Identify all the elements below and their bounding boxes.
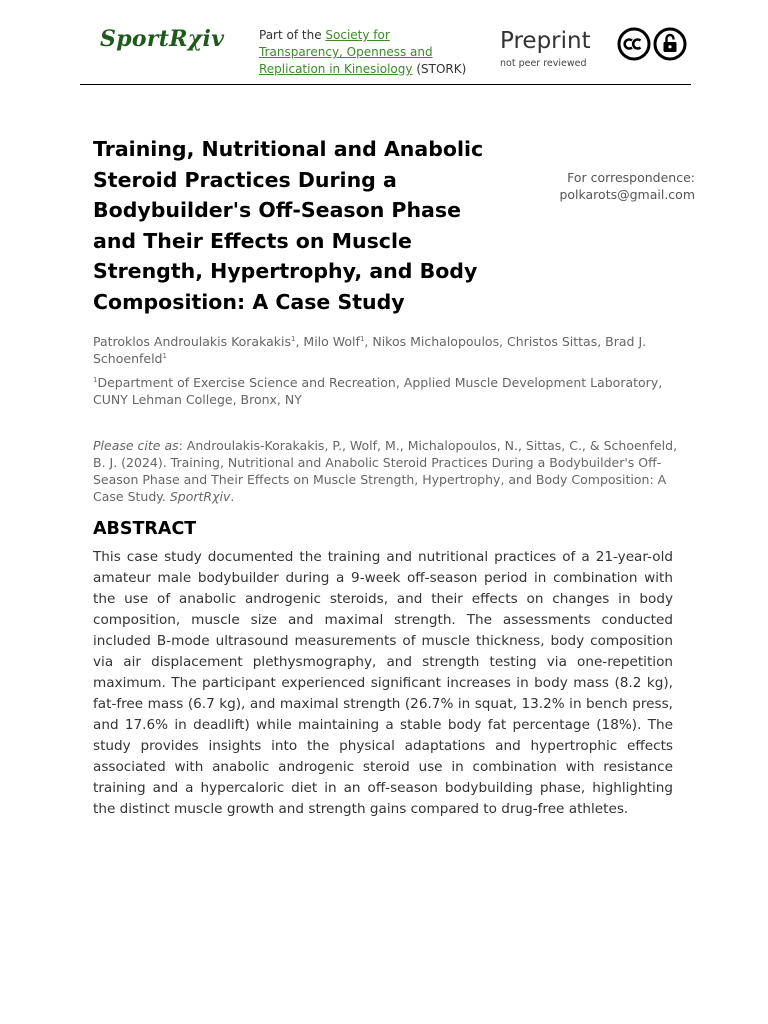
author-affil-marker: 1 — [291, 334, 296, 343]
cite-label: Please cite as — [93, 438, 179, 453]
paper-title: Training, Nutritional and Anabolic Steroid Practices During a Bodybuilder's Off-Season Phase and Their Effects on Muscle Strength, Hypertrophy, and Body Composition: A Case Study — [93, 137, 484, 314]
preprint-label: Preprint — [500, 28, 591, 54]
part-of-label: Part of the — [259, 28, 326, 42]
author-name: Patroklos Androulakis Korakakis — [93, 334, 291, 349]
author-separator: , — [295, 334, 304, 349]
cite-end: . — [230, 489, 235, 504]
affiliation-text: Department of Exercise Science and Recreation, Applied Muscle Development Laboratory, CUNY Lehman College, Bronx, NY — [93, 375, 663, 407]
correspondence-email[interactable]: polkarots@gmail.com — [559, 187, 695, 202]
abstract-heading: ABSTRACT — [93, 519, 197, 539]
society-link[interactable]: Society for Transparency, Openness and Replication in Kinesiology — [259, 28, 433, 76]
author-name: Nikos Michalopoulos, Christos Sittas, Brad J. Schoenfeld — [93, 334, 647, 366]
stork-affiliation — [259, 27, 474, 78]
open-access-icon[interactable] — [653, 27, 687, 61]
author-separator: , — [364, 334, 373, 349]
sportrxiv-logo[interactable]: SportRχiv — [100, 26, 225, 52]
author-affil-marker: 1 — [162, 351, 167, 360]
cc-icon[interactable] — [617, 27, 651, 61]
affiliation — [93, 374, 678, 408]
header-divider — [80, 84, 691, 85]
citation — [93, 437, 683, 505]
affiliation-marker: 1 — [93, 375, 98, 384]
cite-journal: SportRχiv — [169, 489, 231, 504]
cite-text: : Androulakis-Korakakis, P., Wolf, M., Michalopoulos, N., Sittas, C., & Schoenfeld, B. J. (2024). Training, Nutritional and Anabolic Steroid Practices During a Bodybuilder's Off-Season Phase and Their Effects on Muscle Strength, Hypertrophy, and Body Composition: A Case Study. — [93, 438, 678, 504]
correspondence — [559, 169, 695, 203]
society-abbr: (STORK) — [412, 62, 467, 76]
author-name: Milo Wolf — [303, 334, 360, 349]
correspondence-label: For correspondence: — [567, 170, 695, 185]
author-affil-marker: 1 — [359, 334, 365, 343]
author-list — [93, 333, 678, 367]
peer-review-status: not peer reviewed — [500, 58, 587, 69]
abstract-text: This case study documented the training and nutritional practices of a 21-year-old amateur male bodybuilder during a 9-week off-season period in combination with the use of anabolic androgenic steroids, and their effects on changes in body composition, muscle size and maximal strength. The assessments conducted included B-mode ultrasound measurements of muscle thickness, body composition via air displacement plethysmography, and strength testing via one-repetition maximum. The participant experienced significant increases in body mass (8.2 kg), fat-free mass (6.7 kg), and maximal strength (26.7% in squat, 13.2% in bench press, and 17.6% in deadlift) while maintaining a stable body fat percentage (18%). The study provides insights into the physical adaptations and hypertrophic effects associated with anabolic androgenic steroid use in combination with resistance training and a hypercaloric diet in an off-season bodybuilding phase, highlighting the distinct muscle growth and strength gains compared to drug-free athletes. — [93, 549, 673, 817]
